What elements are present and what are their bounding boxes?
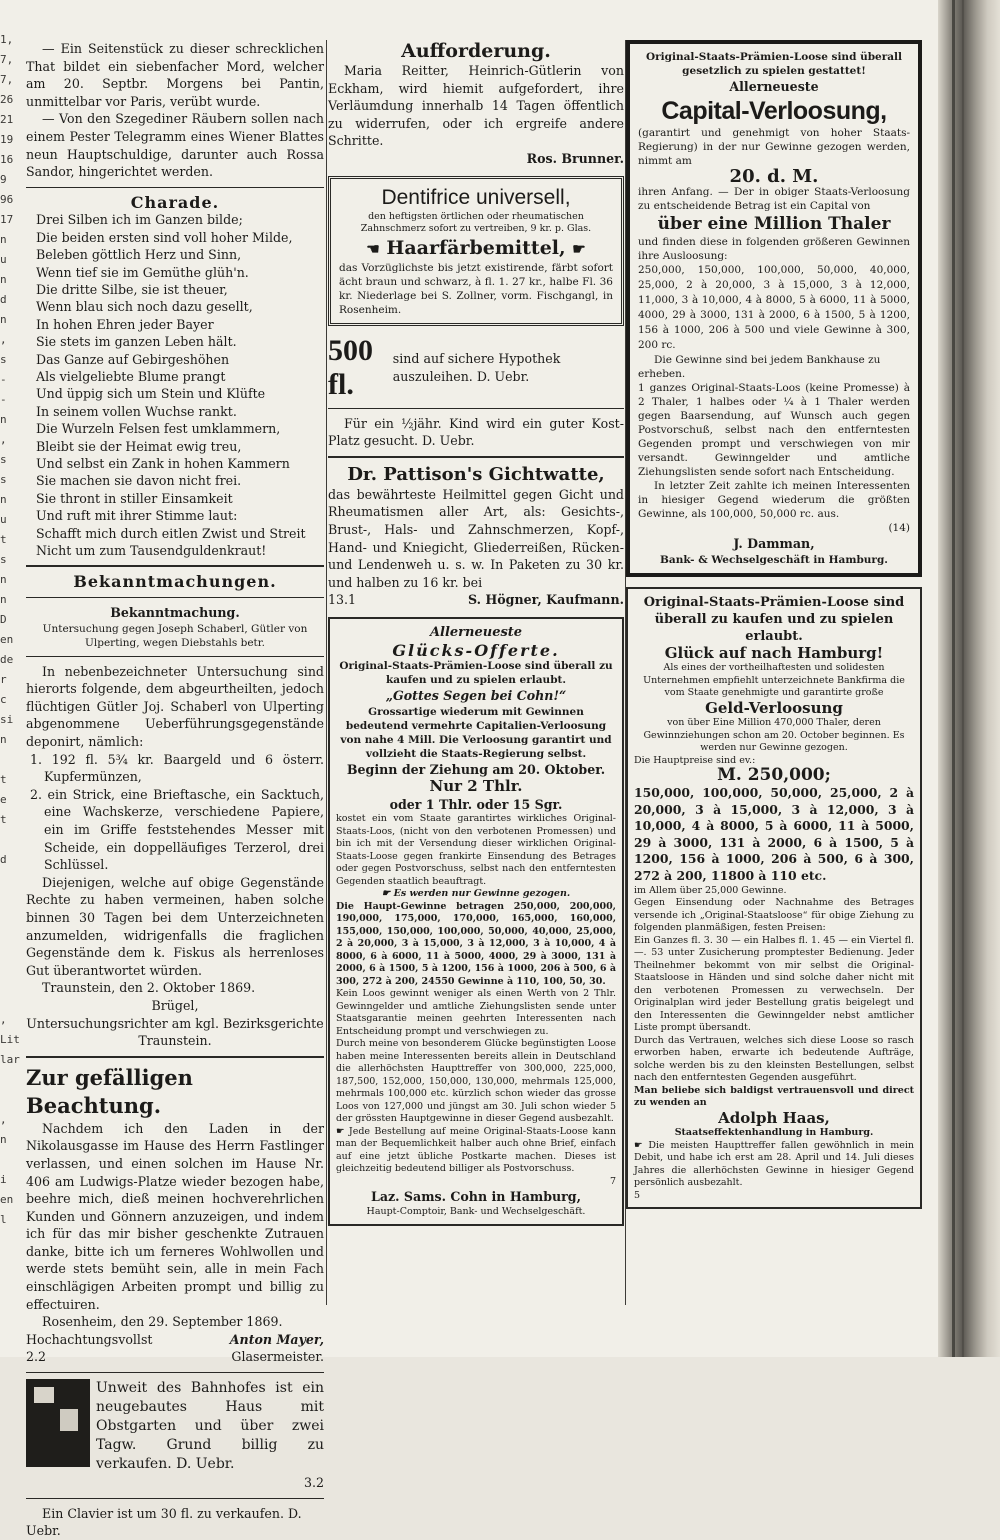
poem-line: Beleben göttlich Herz und Sinn, [36, 247, 242, 263]
charade-title: Charade. [130, 192, 220, 212]
gluecks-p1: Grossartige wiederum mit Gewinnen bedeutend vermehrte Capitalien-Verloosung von nahe 4 Mill. Die Verloosung garantirt und vollzieht die Staats-Regierung selbst. [340, 705, 612, 760]
pointing-hand-icon: ☛ [381, 888, 394, 900]
loan-body: sind auf sichere Hypothek auszuleihen. D. Uebr. [392, 350, 561, 384]
beachtung-body: Nachdem ich den Laden in der Nikolausgasse im Hause des Herrn Fastlinger verlassen, und einen solchen im Hause Nr. 406 am Ludwigs-Platze wieder bezogen habe, beehre mich, dieß meinen hochverehrlichen Kunden und Gönnern anzuzeigen, und indem ich für das mir bisher geschenkte Zutrauen danke, bitte ich um ferneres Wohlwollen und werde stets bemüht sein, alle in mein Fach einschlägigen Arbeiten prompt und billig zu effectuiren. [26, 1120, 324, 1312]
divider [26, 1498, 324, 1499]
poem-line: Die Wurzeln Felsen fest umklammern, [36, 421, 281, 437]
house-ad-text: Unweit des Bahnhofes ist ein neugebautes Haus mit Obstgarten und über zwei Tagw. Grund billig zu verkaufen. D. Uebr. [96, 1380, 324, 1473]
capital-title: Capital-Verloosung, [661, 96, 887, 125]
haas-glueck: Glück auf nach Hamburg! [664, 643, 884, 662]
beachtung-role-row [26, 1348, 324, 1366]
news-item-murder: — Ein Seitenstück zu dieser schrecklichen That bildet ein siebenfacher Mord, welcher am 20. Septbr. Morgens bei Pantin, unmittelbar vor Paris, verübt wurde. [26, 41, 324, 109]
pointing-hand-icon: ☚ [366, 239, 380, 258]
poem-line: Und üppig sich um Stein und Klüfte [36, 386, 266, 402]
divider [26, 187, 324, 188]
divider [26, 597, 324, 598]
haas-p7: Man beliebe sich baldigst vertrauensvoll und direct zu wenden an [634, 1084, 914, 1109]
poem-line: Die beiden ersten sind voll hoher Milde, [36, 229, 293, 245]
gluecks-price-1: Nur 2 Thlr. [429, 777, 523, 796]
news-item-robbers: — Von den Szegediner Räubern sollen nach einem Pester Telegramm eines Wiener Blattes neun Hauptschuldige, darunter auch Rossa Sandor, hingerichtet werden. [26, 111, 324, 180]
haarfaerbemittel-body: das Vorzüglichste bis jetzt existirende, färbt sofort ächt braun und schwarz, à fl. 1. 27 kr., halbe Fl. 36 kr. Niederlage bei S. Zollner, vorm. Fischgangl, in Rosenheim. [339, 261, 613, 316]
poem-line: Sie machen sie davon nicht frei. [36, 473, 242, 489]
clavier-ad: Ein Clavier ist um 30 fl. zu verkaufen. D. Uebr. [26, 1505, 302, 1539]
column-1 [26, 40, 324, 1540]
poem-line: Als vielgeliebte Blume prangt [36, 369, 226, 384]
capital-p2: und finden diese in folgenden größeren Gewinnen ihre Ausloosung: [638, 236, 910, 263]
poem-line: Das Ganze auf Gebirgeshöhen [36, 351, 230, 367]
poem-line: Sie thront in stiller Einsamkeit [36, 490, 233, 506]
haas-big-prize: M. 250,000; [717, 765, 831, 786]
ad-number: 7 [609, 1175, 616, 1187]
gluecks-price-2: oder 1 Thlr. oder 15 Sgr. [389, 796, 563, 812]
greeting: Hochachtungsvollst [26, 1331, 153, 1347]
bekanntmachungen-header: Bekanntmachungen. [73, 572, 277, 592]
gluecks-date: Beginn der Ziehung am 20. Oktober. [346, 761, 606, 777]
capital-date: 20. d. M. [729, 165, 819, 187]
gluecks-p3: Kein Loos gewinnt weniger als einen Werth von 2 Thlr. Gewinngelder und amtliche Ziehungslisten sende unter Staatsgarantie meinen geehrten Interessenten nach Entscheidung prompt und verschwiegen zu. [336, 988, 616, 1037]
house-ad [26, 1379, 324, 1474]
note-text: Es werden nur Gewinne gezogen. [393, 888, 571, 900]
gluecks-signature: Laz. Sams. Cohn in Hamburg, [371, 1189, 581, 1205]
bekanntmachung-body-2: Diejenigen, welche auf obige Gegenstände Rechte zu haben vermeinen, haben solche binnen 30 Tagen bei dem Unterzeichneten anzumelden, widrigenfalls die fraglichen Gegenstände dem k. Fiskus als herrenloses Gut überantwortet würden. [26, 874, 324, 978]
pointing-hand-icon: ☛ [572, 239, 586, 258]
left-edge-fragments: 1, 7, 7, 26 21 19 16 9 96 17 n u n d n , s - - n , s s n u t s n n D en de r c si n t e t d , Lit lar , n i en l [0, 33, 20, 1226]
poem-line: Nicht um zum Tausendguldenkraut! [36, 543, 267, 559]
capital-verloosung-ad [626, 40, 922, 577]
loan-amount: 500 fl. [328, 333, 373, 401]
signatory-role: Untersuchungsrichter am kgl. Bezirksgerichte Traunstein. [26, 1015, 324, 1049]
divider [26, 565, 324, 567]
dentifrice-haar-ad [328, 176, 624, 326]
gluecks-sub: Original-Staats-Prämien-Loose sind überall zu kaufen und zu spielen erlaubt. [339, 660, 613, 687]
poem-line: Die dritte Silbe, sie ist theuer, [36, 281, 228, 297]
gluecks-offerte-ad [328, 617, 624, 1226]
beachtung-signature-row [26, 1331, 324, 1349]
poem-line: Und selbst ein Zank in hohen Kammern [36, 456, 290, 472]
aufforderung-title: Aufforderung. [401, 40, 551, 62]
bekanntmachung-items [26, 751, 324, 874]
pointing-hand-icon: ☛ [634, 1139, 649, 1151]
capital-p4: 1 ganzes Original-Staats-Loos (keine Promesse) à 2 Thaler, 1 halbes oder ¼ à 1 Thaler werden gegen Baarsendung, auf Wunsch auch gegen Postvorschuß, selbst nach den entferntesten Gegenden prompt und verschwiegen von mir versandt. Gewinngelder und amtliche Ziehungslisten sende sofort nach Entscheidung. [638, 382, 910, 479]
haas-header: Original-Staats-Prämien-Loose sind überall zu kaufen und zu spielen erlaubt. [643, 594, 905, 644]
aufforderung-signature: Ros. Brunner. [526, 150, 624, 166]
ad-number: 2.2 [26, 1349, 47, 1365]
haas-p8 [634, 1140, 914, 1190]
ad-number: 13.1 [328, 592, 357, 608]
list-item: 2. ein Strick, eine Brieftasche, ein Sacktuch, eine Wachskerze, verschiedene Papiere, ein im Griffe feststehendes Messer mit Scheide, ein doppelläufiges Terzerol, drei Schlüssel. [30, 786, 324, 873]
beachtung-title: Zur gefälligen Beachtung. [26, 1064, 193, 1118]
haarfaerbemittel-title [339, 236, 613, 261]
gichtwatte-signature-row [328, 591, 624, 609]
haas-p1: Als eines der vortheilhaftesten und solidesten Unternehmen empfiehlt unterzeichnete Bankfirma die vom Staate genehmigte und garantirte große [643, 662, 905, 699]
loan-ad [328, 334, 624, 402]
aufforderung-body: Maria Reitter, Heinrich-Gütlerin von Eckham, wird hiemit aufgefordert, ihre Verläumdung innerhalb 14 Tagen öffentlich zu widerrufen, oder ich ergreife andere Schritte. [328, 63, 624, 149]
beachtung-date: Rosenheim, den 29. September 1869. [42, 1314, 283, 1330]
gluecks-p4: Durch meine von besonderem Glücke begünstigten Loose haben meine Interessenten bereits allein in Deutschland die allerhöchsten Haupttreffer von 300,000, 225,000, 187,500, 152,000, 150,000, 130,000, mehrmals 125,000, mehrmals 100,000 etc. kürzlich schon wieder das grosse Loos von 127,000 und jüngst am 30. Juli schon wieder 5 der grössten Hauptgewinne in dieser Gegend ausbezahlt. [336, 1038, 616, 1125]
pointing-hand-icon: ☛ [336, 1125, 349, 1137]
haas-title: Geld-Verloosung [705, 698, 843, 717]
capital-signature-2: Bank- & Wechselgeschäft in Hamburg. [660, 553, 888, 566]
gluecks-header-2: Glücks-Offerte. [392, 640, 560, 660]
poem-line: In seinem vollen Wuchse rankt. [36, 403, 237, 419]
charade-poem [26, 211, 324, 559]
bekanntmachung-date: Traunstein, den 2. Oktober 1869. [42, 980, 256, 996]
divider [26, 656, 324, 657]
haas-p4: Gegen Einsendung oder Nachnahme des Betrages versende ich „Original-Staatsloose“ für obige Ziehung zu folgenden planmäßigen, festen Preisen: [634, 897, 914, 934]
haas-p5: Ein Ganzes fl. 3. 30 — ein Halbes fl. 1. 45 — ein Viertel fl. —. 53 unter Zusicherung promptester Bedienung. Jeder Theilnehmer bekommt von mir selbst die Original-Staatsloose in Händen und sind solche daher nicht mit den verbotenen Promessen zu verwechseln. Der Originalplan wird jeder Bestellung gratis beigelegt und den Interessenten die Gewinngelder nebst amtlicher Liste prompt übersandt. [634, 934, 914, 1034]
haas-p2: von über Eine Million 470,000 Thaler, deren Gewinnziehungen schon am 20. October beginnen. Es werden nur Gewinne gezogen. [643, 717, 905, 754]
bekanntmachung-subject: Untersuchung gegen Joseph Schaberl, Gütler von Ulperting, wegen Diebstahls betr. [42, 622, 308, 649]
capital-numbers: 250,000, 150,000, 100,000, 50,000, 40,000, 25,000, 2 à 20,000, 3 à 15,000, 3 à 12,000, 11,000, 3 à 10,000, 4 à 8000, 5 à 6000, 11 à 5000, 4000, 29 à 3000, 131 à 2000, 6 à 1500, 5 à 1200, 156 à 1000, 206 à 500 und viele Gewinne à 300, 200 rc. [638, 264, 910, 352]
page-binding [938, 0, 1000, 1357]
gichtwatte-body: das bewährteste Heilmittel gegen Gicht und Rheumatismen aller Art, als: Gesichts-, Brust-, Hals- und Zahnschmerzen, Kopf-, Hand- und Kniegicht, Gliederreißen, Rücken- und Lendenweh u. s. w. In Paketen zu 30 kr. und halben zu 16 kr. bei [328, 486, 624, 590]
poem-line: Schafft mich durch eitlen Zwist und Streit [36, 525, 306, 541]
bekanntmachung-body: In nebenbezeichneter Untersuchung sind hierorts folgende, dem abgeurtheilten, jedoch flüchtigen Gütler Joj. Schaberl von Ulperting abgenommene Ueberführungsgegenstände deponirt, nämlich: [26, 663, 324, 750]
ad-number: 3.2 [303, 1475, 324, 1491]
house-illustration-icon [26, 1379, 90, 1467]
gichtwatte-title: Dr. Pattison's Gichtwatte, [347, 463, 605, 485]
ad-number: 5 [634, 1189, 641, 1201]
haar-title-text: Haarfärbemittel, [386, 236, 566, 259]
kostplatz-ad: Für ein ½jähr. Kind wird ein guter Kost-Platz gesucht. D. Uebr. [328, 415, 624, 449]
poem-line: Drei Silben ich im Ganzen bilde; [36, 212, 243, 228]
list-item: 1. 192 fl. 5¾ kr. Baargeld und 6 österr. Kupfermünzen, [30, 751, 324, 785]
haas-signature: Adolph Haas, [718, 1108, 830, 1127]
divider [26, 1056, 324, 1058]
gluecks-signature-2: Haupt-Comptoir, Bank- und Wechselgeschäft. [366, 1206, 586, 1218]
capital-allerneueste: Allerneueste [729, 79, 819, 94]
bullet-text: Jede Bestellung auf meine Original-Staats-Loose kann man der Bequemlichkeit halber auch ohne Brief, einfach auf eine jetzt übliche Postkarte machen. Dieses ist gleichzeitig bedeutend billiger als Postvorschuss. [336, 1125, 616, 1175]
haas-p6: Durch das Vertrauen, welches sich diese Loose so rasch erworben haben, erwarte ich bedeutende Aufträge, solche werden bis zu den kleinsten Bestellungen, selbst nach den entferntesten Gegenden ausgeführt. [634, 1034, 914, 1084]
ad-number: (14) [888, 522, 910, 535]
column-rule-1 [326, 40, 327, 1305]
haas-haupt: Die Hauptpreise sind ev.: [634, 754, 756, 766]
capital-p5: In letzter Zeit zahlte ich meinen Interessenten in hiesiger Gegend wiederum die größten Gewinne, als 100,000, 50,000 rc. aus. [638, 480, 910, 521]
haas-numbers: 150,000, 100,000, 50,000, 25,000, 2 à 20,000, 3 à 15,000, 3 à 12,000, 3 à 10,000, 4 à 8000, 5 à 6000, 11 à 5000, 29 à 3000, 131 à 2000, 6 à 1500, 5 à 1200, 156 à 1000, 206 à 500, 6 à 300, 272 à 200, 11800 à 110 etc. [634, 785, 914, 884]
poem-line: Und ruft mit ihrer Stimme laut: [36, 508, 238, 524]
poem-line: Bleibt sie der Heimat ewig treu, [36, 438, 242, 454]
column-3 [626, 40, 922, 1209]
bekanntmachung-title: Bekanntmachung. [110, 605, 240, 621]
poem-line: Wenn tief sie im Gemüthe glüh'n. [36, 264, 249, 280]
divider [26, 1372, 324, 1373]
capital-sub: (garantirt und genehmigt von hoher Staats-Regierung) in der nur Gewinne gezogen werden, nimmt am [638, 126, 910, 167]
capital-p1: ihren Anfang. — Der in obiger Staats-Verloosung zu entscheidende Betrag ist ein Capital von [638, 186, 910, 213]
gluecks-bullet [336, 1126, 616, 1176]
gluecks-note [336, 888, 616, 901]
poem-line: In hohen Ehren jeder Bayer [36, 316, 214, 332]
capital-p3: Die Gewinne sind bei jedem Bankhause zu erheben. [638, 354, 881, 381]
haas-signature-2: Staatseffektenhandlung in Hamburg. [674, 1127, 874, 1139]
dentifrice-body: den heftigsten örtlichen oder rheumatischen Zahnschmerz sofort zu vertreiben, 9 kr. p. Glas. [360, 210, 592, 235]
gluecks-header-1: Allerneueste [429, 624, 523, 640]
poem-line: Sie stets im ganzen Leben hält. [36, 334, 237, 350]
dentifrice-title: Dentifrice universell, [381, 185, 571, 209]
divider [328, 456, 624, 458]
gluecks-p2: kostet ein vom Staate garantirtes wirkliches Original-Staats-Loos, (nicht von den verbotenen Promessen) und bin ich mit der Versendung dieser wirklichen Original-Staats-Loose gegen frankirte Einsendung des Betrages oder gegen Postvorschuss, selbst nach den entferntesten Gegenden staatlich beauftragt. [336, 813, 616, 887]
column-2 [328, 40, 624, 1226]
haas-ad [626, 587, 922, 1209]
poem-line: Wenn blau sich noch dazu gesellt, [36, 299, 253, 315]
divider [328, 408, 624, 409]
signatory-name: Anton Mayer, [229, 1331, 324, 1347]
capital-signature: J. Damman, [733, 536, 815, 552]
gluecks-numbers: Die Haupt-Gewinne betragen 250,000, 200,000, 190,000, 175,000, 170,000, 165,000, 160,000, 155,000, 150,000, 100,000, 50,000, 40,000, 25,000, 2 à 20,000, 3 à 15,000, 3 à 12,000, 3 à 10,000, 4 à 8000, 6 à 6000, 11 à 5000, 4000, 29 à 3000, 131 à 2000, 6 à 1500, 5 à 1200, 156 à 1000, 206 à 500, 6 à 300, 272 à 200, 24550 Gewinne à 110, 100, 50, 30. [336, 900, 616, 987]
gichtwatte-signature: S. Högner, Kaufmann. [467, 592, 624, 608]
capital-million: über eine Million Thaler [657, 214, 891, 235]
signatory-role: Glasermeister. [231, 1349, 324, 1365]
haas-p3: im Allem über 25,000 Gewinne. [634, 884, 787, 896]
haas-p8-text: Die meisten Haupttreffer fallen gewöhnlich in mein Debit, und habe ich erst am 28. April und 14. Juli dieses Jahres die allerhöchsten Gewinne in hiesiger Gegend persönlich ausbezahlt. [634, 1139, 914, 1189]
capital-header: Original-Staats-Prämien-Loose sind überall gesetzlich zu spielen gestattet! [645, 51, 903, 77]
gluecks-motto: „Gottes Segen bei Cohn!“ [385, 688, 567, 704]
signatory-name: Brügel, [151, 997, 199, 1013]
